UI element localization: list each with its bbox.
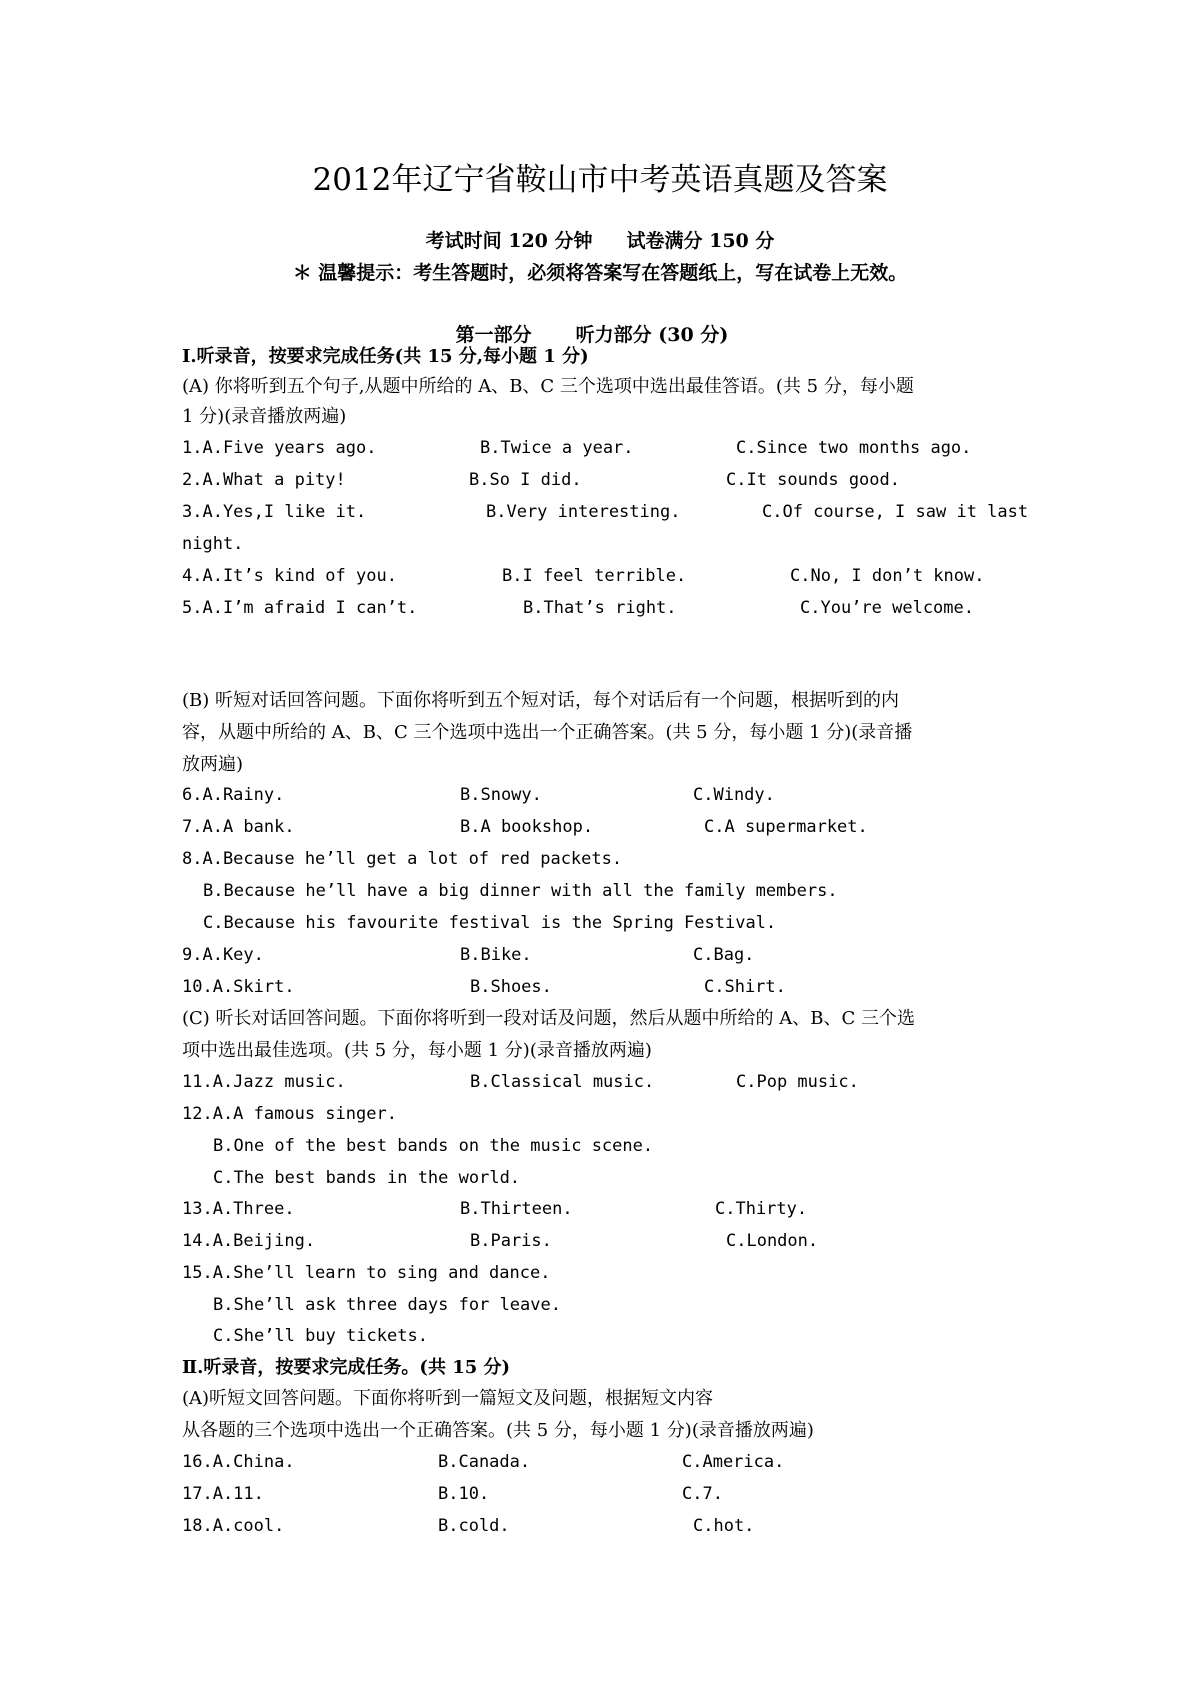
instruction-a-line-1: (A) 你将听到五个句子,从题中所给的 A、B、C 三个选项中选出最佳答语。(共 5 分，每小题 [182,376,914,397]
question-11 [182,1067,1062,1098]
option-a: 1.A.Five years ago. [182,438,377,458]
question-13 [182,1194,1062,1225]
option-a: 9.A.Key. [182,945,264,965]
question-5 [182,593,1062,624]
instruction-b-line-1: (B) 听短对话回答问题。下面你将听到五个短对话，每个对话后有一个问题，根据听到的内 [182,690,899,711]
question-12-option-a: 12.A.A famous singer. [182,1104,397,1124]
option-c: C.hot. [693,1516,755,1536]
option-c: C.It sounds good. [726,470,900,490]
option-a: 3.A.Yes,I like it. [182,502,367,522]
question-8-option-b: B.Because he’ll have a big dinner with all the family members. [203,881,838,901]
page-title: 2012年辽宁省鞍山市中考英语真题及答案 [312,162,888,198]
part-name: 听力部分 (30 分) [575,324,729,346]
instruction-b-line-3: 放两遍) [182,754,244,775]
instruction-c-line-2: 项中选出最佳选项。(共 5 分，每小题 1 分)(录音播放两遍) [182,1040,652,1061]
option-c: C.Of course, I saw it last [762,502,1029,522]
option-c: C.A supermarket. [704,817,868,837]
question-12-option-c: C.The best bands in the world. [213,1168,521,1188]
question-3-continued: night. [182,534,244,554]
option-a: 17.A.11. [182,1484,264,1504]
option-a: 16.A.China. [182,1452,295,1472]
option-b: B.Bike. [460,945,532,965]
question-15-option-a: 15.A.She’ll learn to sing and dance. [182,1263,551,1283]
option-b: B.Shoes. [470,977,552,997]
option-b: B.That’s right. [523,598,677,618]
option-b: B.I feel terrible. [502,566,687,586]
option-a: 13.A.Three. [182,1199,295,1219]
option-a: 10.A.Skirt. [182,977,295,997]
question-15-option-c: C.She’ll buy tickets. [213,1326,428,1346]
question-3 [182,497,1062,528]
option-b: B.Very interesting. [486,502,681,522]
option-b: B.A bookshop. [460,817,594,837]
option-c: C.Shirt. [704,977,786,997]
option-c: C.Windy. [693,785,775,805]
exam-info [0,226,1200,256]
question-4 [182,561,1062,592]
question-10 [182,972,1062,1003]
question-2 [182,465,1062,496]
option-a: 2.A.What a pity! [182,470,346,490]
option-c: C.Bag. [693,945,755,965]
part-number: 第一部分 [455,324,532,346]
option-a: 4.A.It’s kind of you. [182,566,397,586]
option-b: B.Classical music. [470,1072,655,1092]
question-8-option-a: 8.A.Because he’ll get a lot of red packets. [182,849,623,869]
exam-notice: ＊ 温馨提示：考生答题时，必须将答案写在答题纸上，写在试卷上无效。 [292,262,908,284]
question-12-option-b: B.One of the best bands on the music scene. [213,1136,654,1156]
instruction-a-line-2: 1 分)(录音播放两遍) [182,406,347,427]
option-a: 11.A.Jazz music. [182,1072,346,1092]
option-b: B.Twice a year. [480,438,634,458]
option-b: B.So I did. [469,470,582,490]
question-14 [182,1226,1062,1257]
instruction-2a-line-1: (A)听短文回答问题。下面你将听到一篇短文及问题，根据短文内容 [182,1388,714,1409]
option-b: B.Snowy. [460,785,542,805]
question-18 [182,1511,1062,1542]
question-16 [182,1447,1062,1478]
option-b: B.10. [438,1484,490,1504]
option-c: C.No, I don’t know. [790,566,985,586]
question-1 [182,433,1062,464]
exam-time: 考试时间 120 分钟 [425,230,593,252]
question-9 [182,940,1062,971]
instruction-2a-line-2: 从各题的三个选项中选出一个正确答案。(共 5 分，每小题 1 分)(录音播放两遍) [182,1420,814,1441]
option-c: C.Pop music. [736,1072,859,1092]
option-c: C.7. [682,1484,723,1504]
instruction-c-line-1: (C) 听长对话回答问题。下面你将听到一段对话及问题，然后从题中所给的 A、B、C 三个选 [182,1008,915,1029]
question-6 [182,780,1062,811]
option-a: 18.A.cool. [182,1516,285,1536]
option-c: C.London. [726,1231,819,1251]
question-15-option-b: B.She’ll ask three days for leave. [213,1295,561,1315]
question-17 [182,1479,1062,1510]
exam-score: 试卷满分 150 分 [626,230,775,252]
option-a: 5.A.I’m afraid I can’t. [182,598,418,618]
section-2-title: Ⅱ.听录音，按要求完成任务。(共 15 分) [182,1357,511,1378]
option-a: 7.A.A bank. [182,817,295,837]
section-1-title: Ⅰ.听录音，按要求完成任务(共 15 分,每小题 1 分) [182,346,589,367]
instruction-b-line-2: 容，从题中所给的 A、B、C 三个选项中选出一个正确答案。(共 5 分，每小题 1 分)(录音播 [182,722,913,743]
option-a: 6.A.Rainy. [182,785,285,805]
question-8-option-c: C.Because his favourite festival is the Spring Festival. [203,913,777,933]
option-b: B.Paris. [470,1231,552,1251]
question-7 [182,812,1062,843]
option-c: C.Thirty. [715,1199,808,1219]
option-b: B.Thirteen. [460,1199,573,1219]
option-c: C.You’re welcome. [800,598,974,618]
part-heading [0,320,1192,350]
option-c: C.America. [682,1452,785,1472]
option-b: B.Canada. [438,1452,531,1472]
option-a: 14.A.Beijing. [182,1231,316,1251]
option-b: B.cold. [438,1516,510,1536]
option-c: C.Since two months ago. [736,438,972,458]
